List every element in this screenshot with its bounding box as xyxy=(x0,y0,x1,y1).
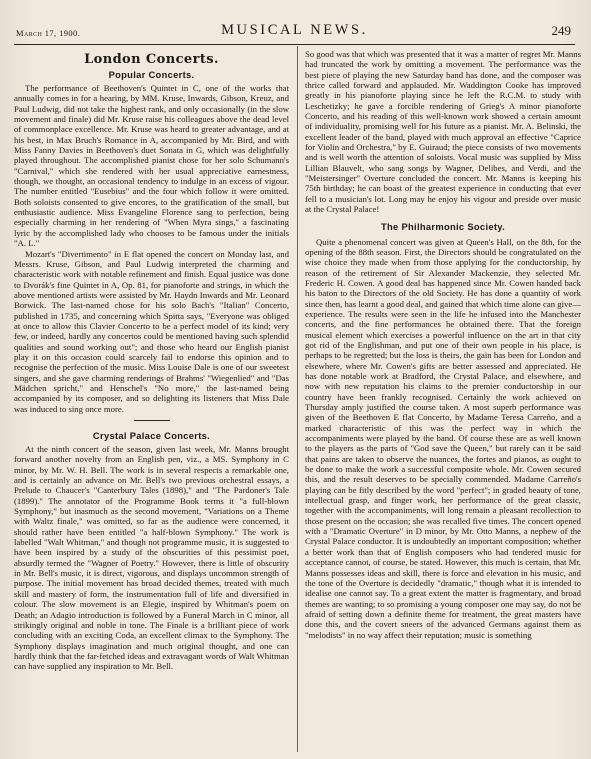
article-paragraph: Quite a phenomenal concert was given at Queen's Hall, on the 8th, for the opening of the 88th season. First, the Directors should be congratulated on the wise choice they made when from those applying for the conductorship, by reason of the retirement of Sir Alexander Mackenzie, they selected Mr. Frederic H. Cowen. A good deal has happened since Mr. Cowen handed back his baton to the Directors of the old Society. He has done a quantity of work since then, has learnt a good deal, and gained that which time alone can give—experience. The results were seen in the life he infused into the Manchester concerts, and the fine performances he obtained there. That the foreign musical element which exercises a powerful influence on the art in that city got rid of the Englishman, and put one of their own people in his place, is perhaps to be regretted; but the loss is theirs, the gain has been for London and elsewhere, where Mr. Cowen's gifts are better assessed and appreciated. He has done notable work at Bradford, the Crystal Palace, and elsewhere, and now with new reputation his claims to the premier conductorship in our country have been frankly recognised. Certainly the work achieved on Thursday amply justified the course taken. A most superb performance was given of the Beethoven E flat Concerto, by Madame Teresa Carreño, and a marked characteristic of this was the perfect way in which the accompaniments were played by the band. Of course these are as well known to the players as the parts of "God save the Queen," but rarely can it be said that pains are taken to observe the nuances, the fortes and pianos, as ought to be done to make the work a successful composite whole. Mr. Cowen secured this, and the result deserves to be specially commended. Madame Carreño's playing can be fitly described by the word "perfect"; in graded beauty of tone, intellectual grasp, and finger work, her performance of the great classic, together with the accompaniments, will long remain a pleasant recollection to those present on the occasion; she was recalled five times. The concert opened with a "Dramatic Overture" in D minor, by Mr. Otto Manns, a nephew of the Crystal Palace conductor. It is undoubtedly an important composition; whether a better work than that of English composers who had tendered music for acceptance cannot, of course, be stated. However, this much is certain, that Mr. Manns possesses ideas and skill, there is force and elevation in his music, and the tone of the Overture is decidedly "dramatic," though what it is intended to idealise one cannot say. To a great extent the matter is fragmentary, and broad themes are wanting; to so promising a young composer one may say, do not be afraid of setting down a definite theme for treatment, the great masters have done this, and the covert sneers of the advanced Germans against them as "melodists" in no way affect their reputation; music is something xyxy=(305,236,581,640)
section-separator xyxy=(134,420,170,421)
issue-date: March 17, 1900. xyxy=(16,28,81,38)
popular-concerts-heading: Popular Concerts. xyxy=(108,69,195,80)
left-column xyxy=(14,49,289,755)
article-paragraph: The performance of Beethoven's Quintet in C, one of the works that annually comes in for a hearing, by MM. Kruse, Inwards, Gibson, Kreuz, and Paul Ludwig, did not take the highest rank, and only occasionally (in the slow movement and finale) did Mr. Kruse raise his colleagues above the dead level of commonplace excellence. Mr. Kruse was heard to greater advantage, and at his best, in Max Bruch's Romance in A, accompanied by Mr. Bird, and with Miss Fanny Davies in Beethoven's duet Sonata in G, which was delightfully played throughout. The accomplished pianist chose for her solo Schumann's "Carnival," which she rendered with her usual appreciative earnestness, though, we thought, an occasional tendency to indulge in an excess of vigour. The number entitled "Eusebius" and the four which follow it were omitted. Both soloists consented to give encores, to the gratification of the small, but enthusiastic audience. Miss Evangeline Florence sang to perfection, being especially charming in her rendering of "When Myra sings," a fascinating lyric by the accomplished lady who chooses to be famous under the initials "A. L." xyxy=(14,83,289,249)
philharmonic-heading: The Philharmonic Society. xyxy=(380,220,506,232)
continued-paragraph: So good was that which was presented that it was a matter of regret Mr. Manns had truncated the work by omitting a movement. The performance was the best piece of playing the new Saturday band has done, and the composer was thrice called forward and applauded. Mr. Waddington Cooke has improved greatly in his pianoforte playing since he left the R.C.M. to study with Leschetizky; he gave a forcible rendering of Grieg's A minor pianoforte Concerto, and his reading of this well-known work showed a certain amount of individuality, promising well for his future as a pianist. Mr. A. Belinski, the excellent leader of the band, played with much approval an effective "Caprice for Violin and Orchestra," by E. Guiraud; the piece consists of two movements and is well worth the attention of soloists. Vocal music was supplied by Miss Lillian Blauvelt, who sang songs by Wagner, Delibes, and Verdi, and the "Meistersinger" Overture concluded the concert. Mr. Manns is keeping his 75th birthday; he can boast of the greatest experience in conducting that ever fell to a musician's lot. Long may he enjoy his vigour and preside over music at the Crystal Palace! xyxy=(305,49,581,215)
column-divider xyxy=(297,46,298,752)
header-rule xyxy=(14,44,575,45)
crystal-palace-heading: Crystal Palace Concerts. xyxy=(92,430,211,441)
article-paragraph: Mozart's "Divertimento" in E flat opened the concert on Monday last, and Messrs. Kruse, Gibson, and Paul Ludwig interpreted the charming and characteristic work with notable refinement and finish. Equal justice was done to Dvorák's fine Quintet in A, Op. 81, for pianoforte and strings, in which the above mentioned artists were assisted by Mr. Haydn Inwards and Mr. Leonard Borwick. The last-named chose for his solo Bach's "Italian" Concerto, published in 1735, and concerning which Spitta says, "Everyone was obliged at once to allow this Clavier Concerto to be a perfect model of its kind; very few, or indeed, hardly any concertos could be mentioned having such splendid qualities and sound working out"; and those who heard our English pianist play it on this occasion could scarcely fail to endorse this opinion and to recognise the perfection of the music. Miss Louise Dale is one of our sweetest singers, and she gave charming renderings of Brahms' "Wiegenlied" and "Das Mädchen spricht," and Henschel's "No more," the last-named being accompanied by its composer, and so delighting its listeners that Miss Dale was induced to sing once more. xyxy=(14,248,289,414)
section-title: London Concerts. xyxy=(84,52,219,67)
article-paragraph: At the ninth concert of the season, given last week, Mr. Manns brought forward another novelty from an English pen, viz., a MS. Symphony in C minor, by Mr. W. H. Bell. The work is in several respects a remarkable one, and is certainly an advance on Mr. Bell's two previous orchestral essays, a Prelude to Chaucer's "Canterbury Tales (1898)," and "The Pardoner's Tale (1899)." The annotator of the Programme Book terms it "a full-blown Symphony," but inasmuch as the second movement, "Variations on a Theme with Waltz finale," was omitted, so far as the audience were concerned, it should rather have been entitled "a half-blown Symphony." The work is labelled "Walt Whitman," and though not programme music, it is suggested to have been inspired by a study of the obscurities of this pessimist poet, absurdly termed the "Wagner of Poetry." However, there is little of obscurity in Mr. Bell's music, it is direct, vigorous, and displays uncommon strength of purpose. The initial movement has broad decided themes, treated with much skill and mastery of form, the instrumentation full of life and diversified in colour. The slow movement is an Elegie, inspired by Whitman's poem on Death; an Adagio introduction is followed by a Funeral March in C minor, all strikingly original and noble in tone. The Finale is a brilliant piece of work concluding with an exciting Coda, an excellent climax to the Symphony. The Symphony displays imagination and much original thought, and one can hardly think that the far-fetched ideas and extravagant words of Walt Whitman can have supplied any inspiration to Mr. Bell. xyxy=(14,444,289,672)
right-column xyxy=(305,49,581,755)
page-header xyxy=(16,22,573,44)
page-number: 249 xyxy=(551,23,571,38)
masthead-title: MUSICAL NEWS. xyxy=(221,22,368,38)
